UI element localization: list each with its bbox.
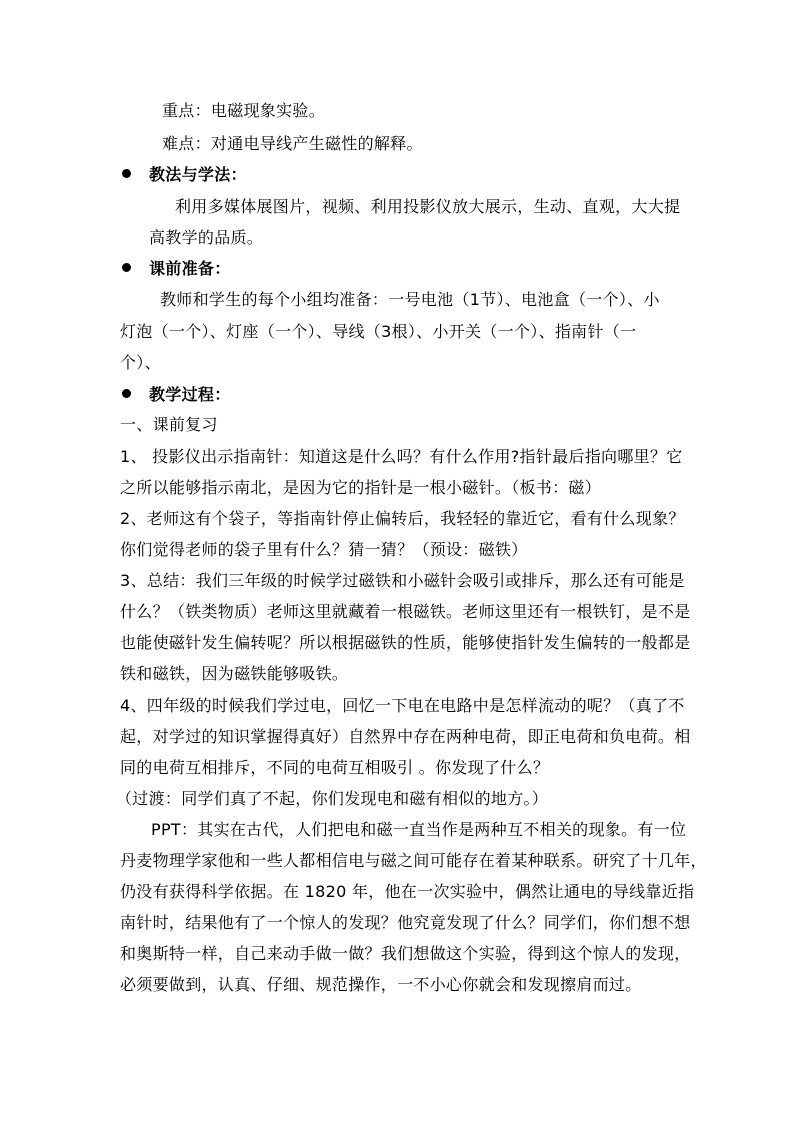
item-4-line-1: 4、四年级的时候我们学过电，回忆一下电在电路中是怎样流动的呢？（真了不 xyxy=(120,696,685,715)
methods-line-1: 利用多媒体展图片，视频、利用投影仪放大展示，生动、直观，大大提 xyxy=(175,197,681,216)
item-2-line-2: 你们觉得老师的袋子里有什么？猜一猜？（预设：磁铁） xyxy=(120,540,528,559)
transition-note: （过渡：同学们真了不起，你们发现电和磁有相似的地方。） xyxy=(116,789,549,808)
item-4-line-3: 同的电荷互相排斥，不同的电荷互相吸引 。你发现了什么？ xyxy=(120,758,550,777)
prep-line-2: 灯泡（一个）、灯座（一个）、导线（3根）、小开关（一个）、指南针（一 xyxy=(120,322,637,341)
prep-heading: 课前准备： xyxy=(149,259,231,278)
process-heading: 教学过程： xyxy=(149,385,231,404)
prep-line-3: 个）、 xyxy=(120,353,161,372)
ppt-line-5: 和奥斯特一样，自己来动手做一做？我们想做这个实验，得到这个惊人的发现， xyxy=(120,944,691,963)
item-2-line-1: 2、老师这有个袋子，等指南针停止偏转后，我轻轻的靠近它，看有什么现象？ xyxy=(120,509,685,528)
item-4-line-2: 起，对学过的知识掌握得真好）自然界中存在两种电荷，即正电荷和负电荷。相 xyxy=(120,727,691,746)
prep-line-1: 教师和学生的每个小组均准备：一号电池（1节）、电池盒（一个）、小 xyxy=(160,290,660,309)
ppt-line-6: 必须要做到，认真、仔细、规范操作，一不小心你就会和发现擦肩而过。 xyxy=(120,975,642,994)
methods-line-2: 高教学的品质。 xyxy=(149,228,264,247)
bullet-icon xyxy=(122,389,131,398)
item-1-line-2: 之所以能够指示南北，是因为它的指针是一根小磁针。（板书：磁） xyxy=(120,478,602,497)
item-3-line-3: 也能使磁针发生偏转呢？所以根据磁铁的性质，能够使指针发生偏转的一般都是 xyxy=(120,633,691,652)
difficulty-text: 难点：对通电导线产生磁性的解释。 xyxy=(162,134,423,153)
ppt-line-4: 南针时，结果他有了一个惊人的发现？他究竟发现了什么？同学们，你们想不想 xyxy=(120,913,691,932)
focus-text: 重点：电磁现象实验。 xyxy=(162,101,326,120)
methods-heading: 教法与学法： xyxy=(149,165,247,184)
item-3-line-4: 铁和磁铁，因为磁铁能够吸铁。 xyxy=(120,664,349,683)
ppt-line-3: 仍没有获得科学依据。在 1820 年，他在一次实验中，偶然让通电的导线靠近指 xyxy=(120,882,695,901)
item-1-line-1: 1、 投影仪出示指南针：知道这是什么吗？有什么作用?指针最后指向哪里？它 xyxy=(120,447,683,466)
item-3-line-1: 3、总结：我们三年级的时候学过磁铁和小磁针会吸引或排斥，那么还有可能是 xyxy=(120,571,685,590)
item-3-line-2: 什么？（铁类物质）老师这里就藏着一根磁铁。老师这里还有一根铁钉，是不是 xyxy=(120,602,691,621)
ppt-line-1: PPT：其实在古代，人们把电和磁一直当作是两种互不相关的现象。有一位 xyxy=(151,820,687,839)
bullet-icon xyxy=(122,169,131,178)
ppt-line-2: 丹麦物理学家他和一些人都相信电与磁之间可能存在着某种联系。研究了十几年， xyxy=(120,851,707,870)
section-1-title: 一、课前复习 xyxy=(120,415,218,434)
bullet-icon xyxy=(122,263,131,272)
